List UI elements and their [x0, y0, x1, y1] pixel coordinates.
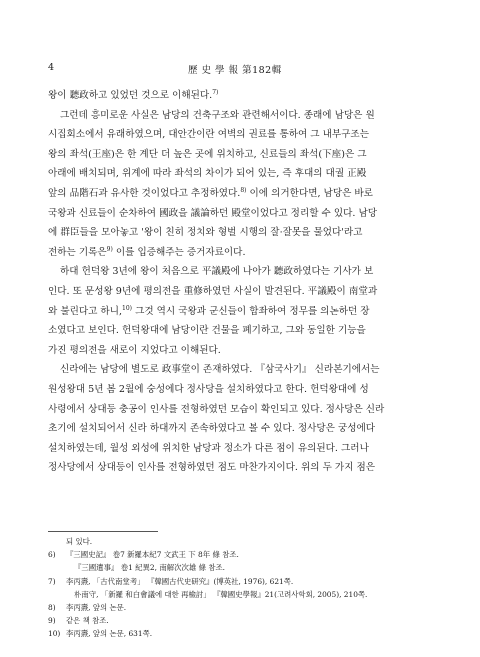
- body-line-text: 앞의 品階石과 유사한 것이었다고 추정하였다.: [48, 187, 241, 199]
- body-line: [48, 145, 436, 165]
- body-line-text: 왕이 聽政하고 있었던 것으로 이해된다.: [48, 90, 213, 101]
- footnote: [48, 588, 438, 601]
- body-line-text: 하대 헌덕왕 3년에 왕이 처음으로 平議殿에 나아가 聽政하였다는 기사가 보: [60, 266, 374, 278]
- running-head: [48, 62, 432, 76]
- body-line-text: 전하는 기록은: [48, 246, 107, 258]
- body-line-text: 신라에는 남당에 별도로 政事堂이 존재하였다. 『삼국사기』 신라본기에서는: [60, 364, 380, 376]
- body-line-tail: 이에 의거한다면, 남당은 바로: [246, 187, 373, 199]
- footnote-ref: 8): [240, 186, 247, 194]
- body-line-text: 정사당에서 상대등이 인사를 전형하였던 점도 마찬가지이다. 위의 두 가지 점은: [48, 462, 376, 474]
- body-line: [48, 204, 436, 224]
- body-line-text: 에 群臣들을 모아놓고 '왕이 친히 정치와 형벌 시행의 잘·잘못을 물었다'라고: [48, 227, 363, 239]
- body-line-text: 사령에서 상대등 충공이 인사를 전형하였던 모습이 확인되고 있다. 정사당은 신라: [48, 403, 385, 415]
- body-line-text: 국왕과 신료들이 순차하여 國政을 議論하던 殿堂이었다고 정리할 수 있다. 남당: [48, 207, 378, 219]
- footnote: [48, 535, 438, 548]
- body-line: [48, 164, 436, 184]
- body-line: [48, 419, 436, 439]
- body-line: [48, 400, 436, 420]
- body-line: [48, 302, 436, 322]
- body-line: [48, 106, 436, 126]
- body-line-text: 설치하였는데, 월성 외성에 위치한 남당과 정소가 다른 점이 유의된다. 그러나: [48, 442, 369, 454]
- body-line: [48, 282, 436, 302]
- footnote: [48, 614, 438, 627]
- footnote-text: 李丙燾, 앞의 논문, 631쪽.: [66, 629, 153, 639]
- footnote-text: 『三國遺事』 卷1 紀異2, 南解次次雄 條 참조.: [74, 563, 225, 573]
- footnote-text: 朴南守, 「新羅 和白會議에 대한 再檢討」 『韓國史學報』21(고려사학회, 2005), 210쪽.: [74, 589, 368, 599]
- footnote-ref: 9): [106, 245, 113, 253]
- body-line: [48, 184, 436, 204]
- footnote-number: 10): [48, 629, 61, 639]
- body-line: [48, 223, 436, 243]
- body-line-tail: 이를 입증해주는 증거자료이다.: [112, 246, 246, 258]
- footnote: [48, 548, 438, 561]
- body-line-text: 그런데 흥미로운 사실은 남당의 건축구조와 관련해서이다. 종래에 남당은 원: [60, 109, 375, 121]
- body-line: [48, 458, 436, 478]
- footnote-text: 같은 책 참조.: [66, 616, 109, 626]
- footnote-rule: [48, 531, 158, 532]
- footnote: [48, 627, 438, 640]
- body-line: [48, 243, 436, 263]
- body-line: [48, 262, 436, 282]
- footnote: [48, 575, 438, 588]
- body-line-text: 초기에 설치되어서 신라 하대까지 존속하였다고 볼 수 있다. 정사당은 궁성에다: [48, 423, 376, 435]
- footnote-number: 6): [48, 550, 56, 560]
- body-line-text: 왕의 좌석(王座)은 한 계단 더 높은 곳에 위치하고, 신료들의 좌석(下座)은 그: [48, 148, 367, 160]
- body-line: [48, 86, 436, 106]
- body-line-text: 소였다고 보인다. 헌덕왕대에 남당이란 건물을 폐기하고, 그와 동일한 기능을: [48, 325, 366, 337]
- page-number: 4: [48, 62, 55, 73]
- body-line-text: 원성왕대 5년 봄 2월에 숭성에다 정사당을 설치하였다고 한다. 헌덕왕대에 성: [48, 383, 369, 395]
- body-line: [48, 125, 436, 145]
- body-line: [48, 341, 436, 361]
- footnote: [48, 601, 438, 614]
- body-line-text: 와 불린다고 하니,: [48, 305, 123, 317]
- footnote-number: 7): [48, 576, 56, 586]
- body-line: [48, 360, 436, 380]
- footnote-text: 李丙燾, 「古代南堂考」 『韓國古代史研究』(博英社, 1976), 621쪽.: [66, 576, 294, 586]
- body-line: [48, 439, 436, 459]
- body-line-text: 가진 평의전을 새로이 지었다고 이해된다.: [48, 344, 221, 356]
- body-line-text: 인다. 또 문성왕 9년에 평의전을 重修하였던 사실이 발견된다. 平議殿이 南堂과: [48, 285, 378, 297]
- body-line: [48, 380, 436, 400]
- footnote-text: 되 있다.: [66, 537, 93, 546]
- footnote-ref: 10): [122, 304, 133, 312]
- footnote: [48, 561, 438, 574]
- footnotes: [48, 535, 438, 641]
- footnote-number: 9): [48, 616, 56, 626]
- footnote-ref: 7): [212, 88, 219, 96]
- footnote-text: 『三國史記』 卷7 新羅本紀7 文武王 下 8年 條 참조.: [66, 550, 239, 560]
- body-line-tail: 그것 역시 국왕과 군신들이 합좌하여 정무를 의논하던 장: [132, 305, 370, 317]
- body-line-text: 시집회소에서 유래하였으며, 대안간이란 여벽의 권료를 통하여 그 내부구조는: [48, 129, 369, 141]
- body-text: [48, 86, 436, 478]
- journal-title: 歷 史 學 報 第182輯: [188, 65, 282, 76]
- footnote-number: 8): [48, 602, 56, 612]
- body-line-text: 아래에 배치되며, 위계에 따라 좌석의 차이가 되어 있는, 즉 후대의 대궐 正殿: [48, 168, 367, 180]
- body-line: [48, 321, 436, 341]
- footnote-text: 李丙燾, 앞의 논문.: [66, 602, 127, 612]
